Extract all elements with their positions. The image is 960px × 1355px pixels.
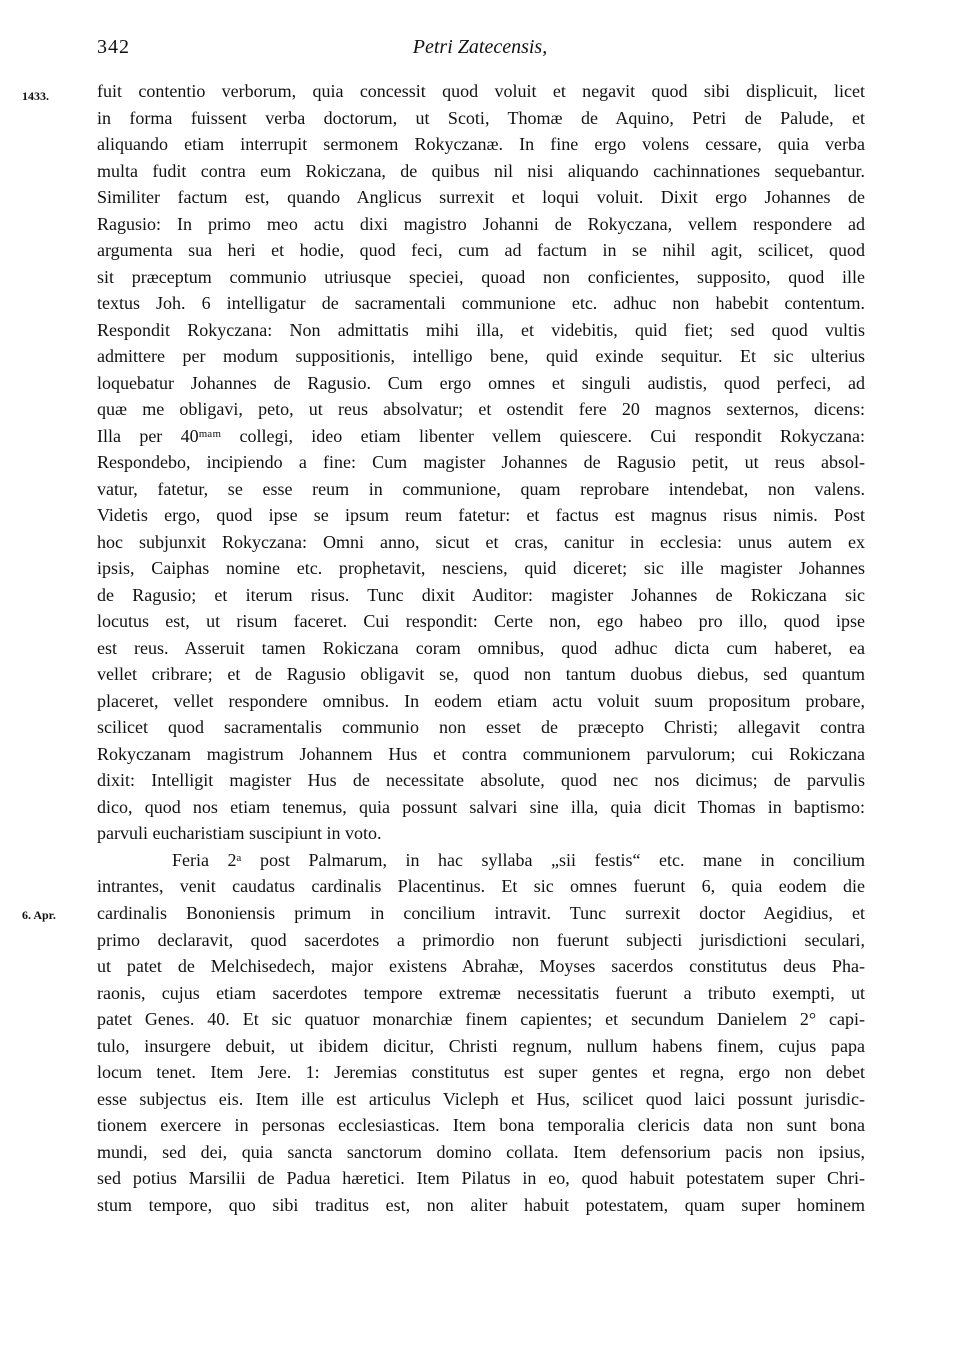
text-body [97,78,865,1245]
text-line: esse subjectus eis. Item ille est articulus Vicleph et Hus, scilicet quod laici possunt jurisdic- [97,1088,865,1109]
text-line: Ragusio: In primo meo actu dixi magistro Johanni de Rokyczana, vellem respondere ad [97,213,865,234]
text-line: Respondebo, incipiendo a fine: Cum magister Johannes de Ragusio petit, ut reus absol- [97,452,865,473]
text-line: admittere per modum suppositionis, intelligo bene, quid exinde sequitur. Et sic ulterius [97,346,865,367]
running-title: Petri Zatecensis, [412,36,548,58]
text-line: argumenta sua heri et hodie, quod feci, cum ad factum in se nihil agit, scilicet, quod [97,240,865,261]
text-line: loquebatur Johannes de Ragusio. Cum ergo omnes et singuli audistis, quod perfeci, ad [97,372,865,393]
text-line: raonis, cujus etiam sacerdotes tempore extremæ necessitatis fuerunt a tributo exempti, ut [97,982,865,1003]
text-line: Illa per 40ᵐᵃᵐ collegi, ideo etiam libenter vellem quiescere. Cui respondit Rokyczana: [97,425,865,446]
page-header [0,36,960,66]
margin-note-year: 1433. [22,89,49,103]
text-line: placeret, vellet respondere omnibus. In eodem etiam actu voluit suum propositum probare, [97,690,865,711]
text-line: Similiter factum est, quando Anglicus surrexit et loqui voluit. Dixit ergo Johannes de [97,187,865,208]
text-line: tulo, insurgere debuit, ut ibidem dicitur, Christi regnum, nullum habens finem, cujus papa [97,1035,865,1056]
text-line: mundi, sed dei, quia sancta sanctorum domino collata. Item defensorium pacis non ipsius, [97,1141,865,1162]
paragraph-first-line: Feria 2ᵃ post Palmarum, in hac syllaba „sii festis“ etc. mane in concilium [172,849,865,870]
text-line: vellet cribrare; et de Ragusio obligavit se, quod non tantum duobus diebus, sed quantum [97,664,865,685]
text-line: aliquando etiam interrupit sermonem Rokyczanæ. In fine ergo volens cessare, quia verba [97,134,865,155]
text-line: textus Joh. 6 intelligatur de sacramentali communione etc. adhuc non habebit contentum. [97,293,865,314]
text-line: hoc subjunxit Rokyczana: Omni anno, sicut et cras, canitur in ecclesia: unus autem ex [97,531,865,552]
text-line [97,1218,865,1245]
text-line: scilicet quod sacramentalis communio non esset de præcepto Christi; allegavit contra [97,717,865,738]
text-line: Videtis ergo, quod ipse se ipsum reum fatetur: et factus est magnus risus nimis. Post [97,505,865,526]
page-number: 342 [97,36,130,58]
text-line: patet Genes. 40. Et sic quatuor monarchiæ finem capientes; et secundum Danielem 2° capi- [97,1009,865,1030]
text-line: multa fudit contra eum Rokiczana, de quibus nil nisi aliquando cachinnationes sequebantur. [97,160,865,181]
text-line: est reus. Asseruit tamen Rokiczana coram omnibus, quod adhuc dicta cum haberet, ea [97,637,865,658]
text-line: locutus est, ut risum faceret. Cui respondit: Certe non, ego habeo pro illo, quod ipse [97,611,865,632]
text-line: ipsis, Caiphas nomine etc. prophetavit, nesciens, quid diceret; sic ille magister Johannes [97,558,865,579]
text-line: primo declaravit, quod sacerdotes a primordio non fuerunt subjecti jurisdictioni seculari, [97,929,865,950]
text-line: Rokyczanam magistrum Johannem Hus et contra communionem parvulorum; cui Rokiczana [97,743,865,764]
text-line: ut patet de Melchisedech, major existens Abrahæ, Moyses sacerdos constitutus deus Pha- [97,956,865,977]
text-line: de Ragusio; et iterum risus. Tunc dixit Auditor: magister Johannes de Rokiczana sic [97,584,865,605]
text-line: intrantes, venit caudatus cardinalis Placentinus. Et sic omnes fuerunt 6, quia eodem die [97,876,865,897]
text-line: Respondit Rokyczana: Non admittatis mihi illa, et videbitis, quid fiet; sed quod vultis [97,319,865,340]
text-line: in forma fuissent verba doctorum, ut Scoti, Thomæ de Aquino, Petri de Palude, et [97,107,865,128]
text-line: fuit contentio verborum, quia concessit quod voluit et negavit quod sibi displicuit, licet [97,81,865,101]
text-line: vatur, fatetur, se esse reum in communione, quam reprobare intendebat, non valens. [97,478,865,499]
text-line: sed potius Marsilii de Padua hæretici. Item Pilatus in eo, quod habuit potestatem super Chri- [97,1168,865,1189]
text-line: cardinalis Bononiensis primum in concilium intravit. Tunc surrexit doctor Aegidius, et [97,902,865,923]
text-line: stum tempore, quo sibi traditus est, non aliter habuit potestatem, quam super hominem [97,1194,865,1215]
text-line: sit præceptum communio utriusque speciei, quoad non conficientes, supposito, quod ille [97,266,865,287]
text-line: quæ me obligavi, peto, ut reus absolvatur; et ostendit fere 20 magnos sexternos, dicens: [97,399,865,420]
text-line: dixit: Intelligit magister Hus de necessitate absolute, quod nec nos dicimus; de parvulis [97,770,865,791]
text-line: locum tenet. Item Jere. 1: Jeremias constitutus est super gentes et regna, ergo non debet [97,1062,865,1083]
text-line: tionem exercere in personas ecclesiasticas. Item bona temporalia clericis data non sunt bona [97,1115,865,1136]
text-line: dico, quod nos etiam tenemus, quia possunt salvari sine illa, quia dicit Thomas in baptismo: [97,796,865,817]
margin-note-date: 6. Apr. [22,908,56,922]
paragraph-last-line: parvuli eucharistiam suscipiunt in voto. [97,823,382,844]
